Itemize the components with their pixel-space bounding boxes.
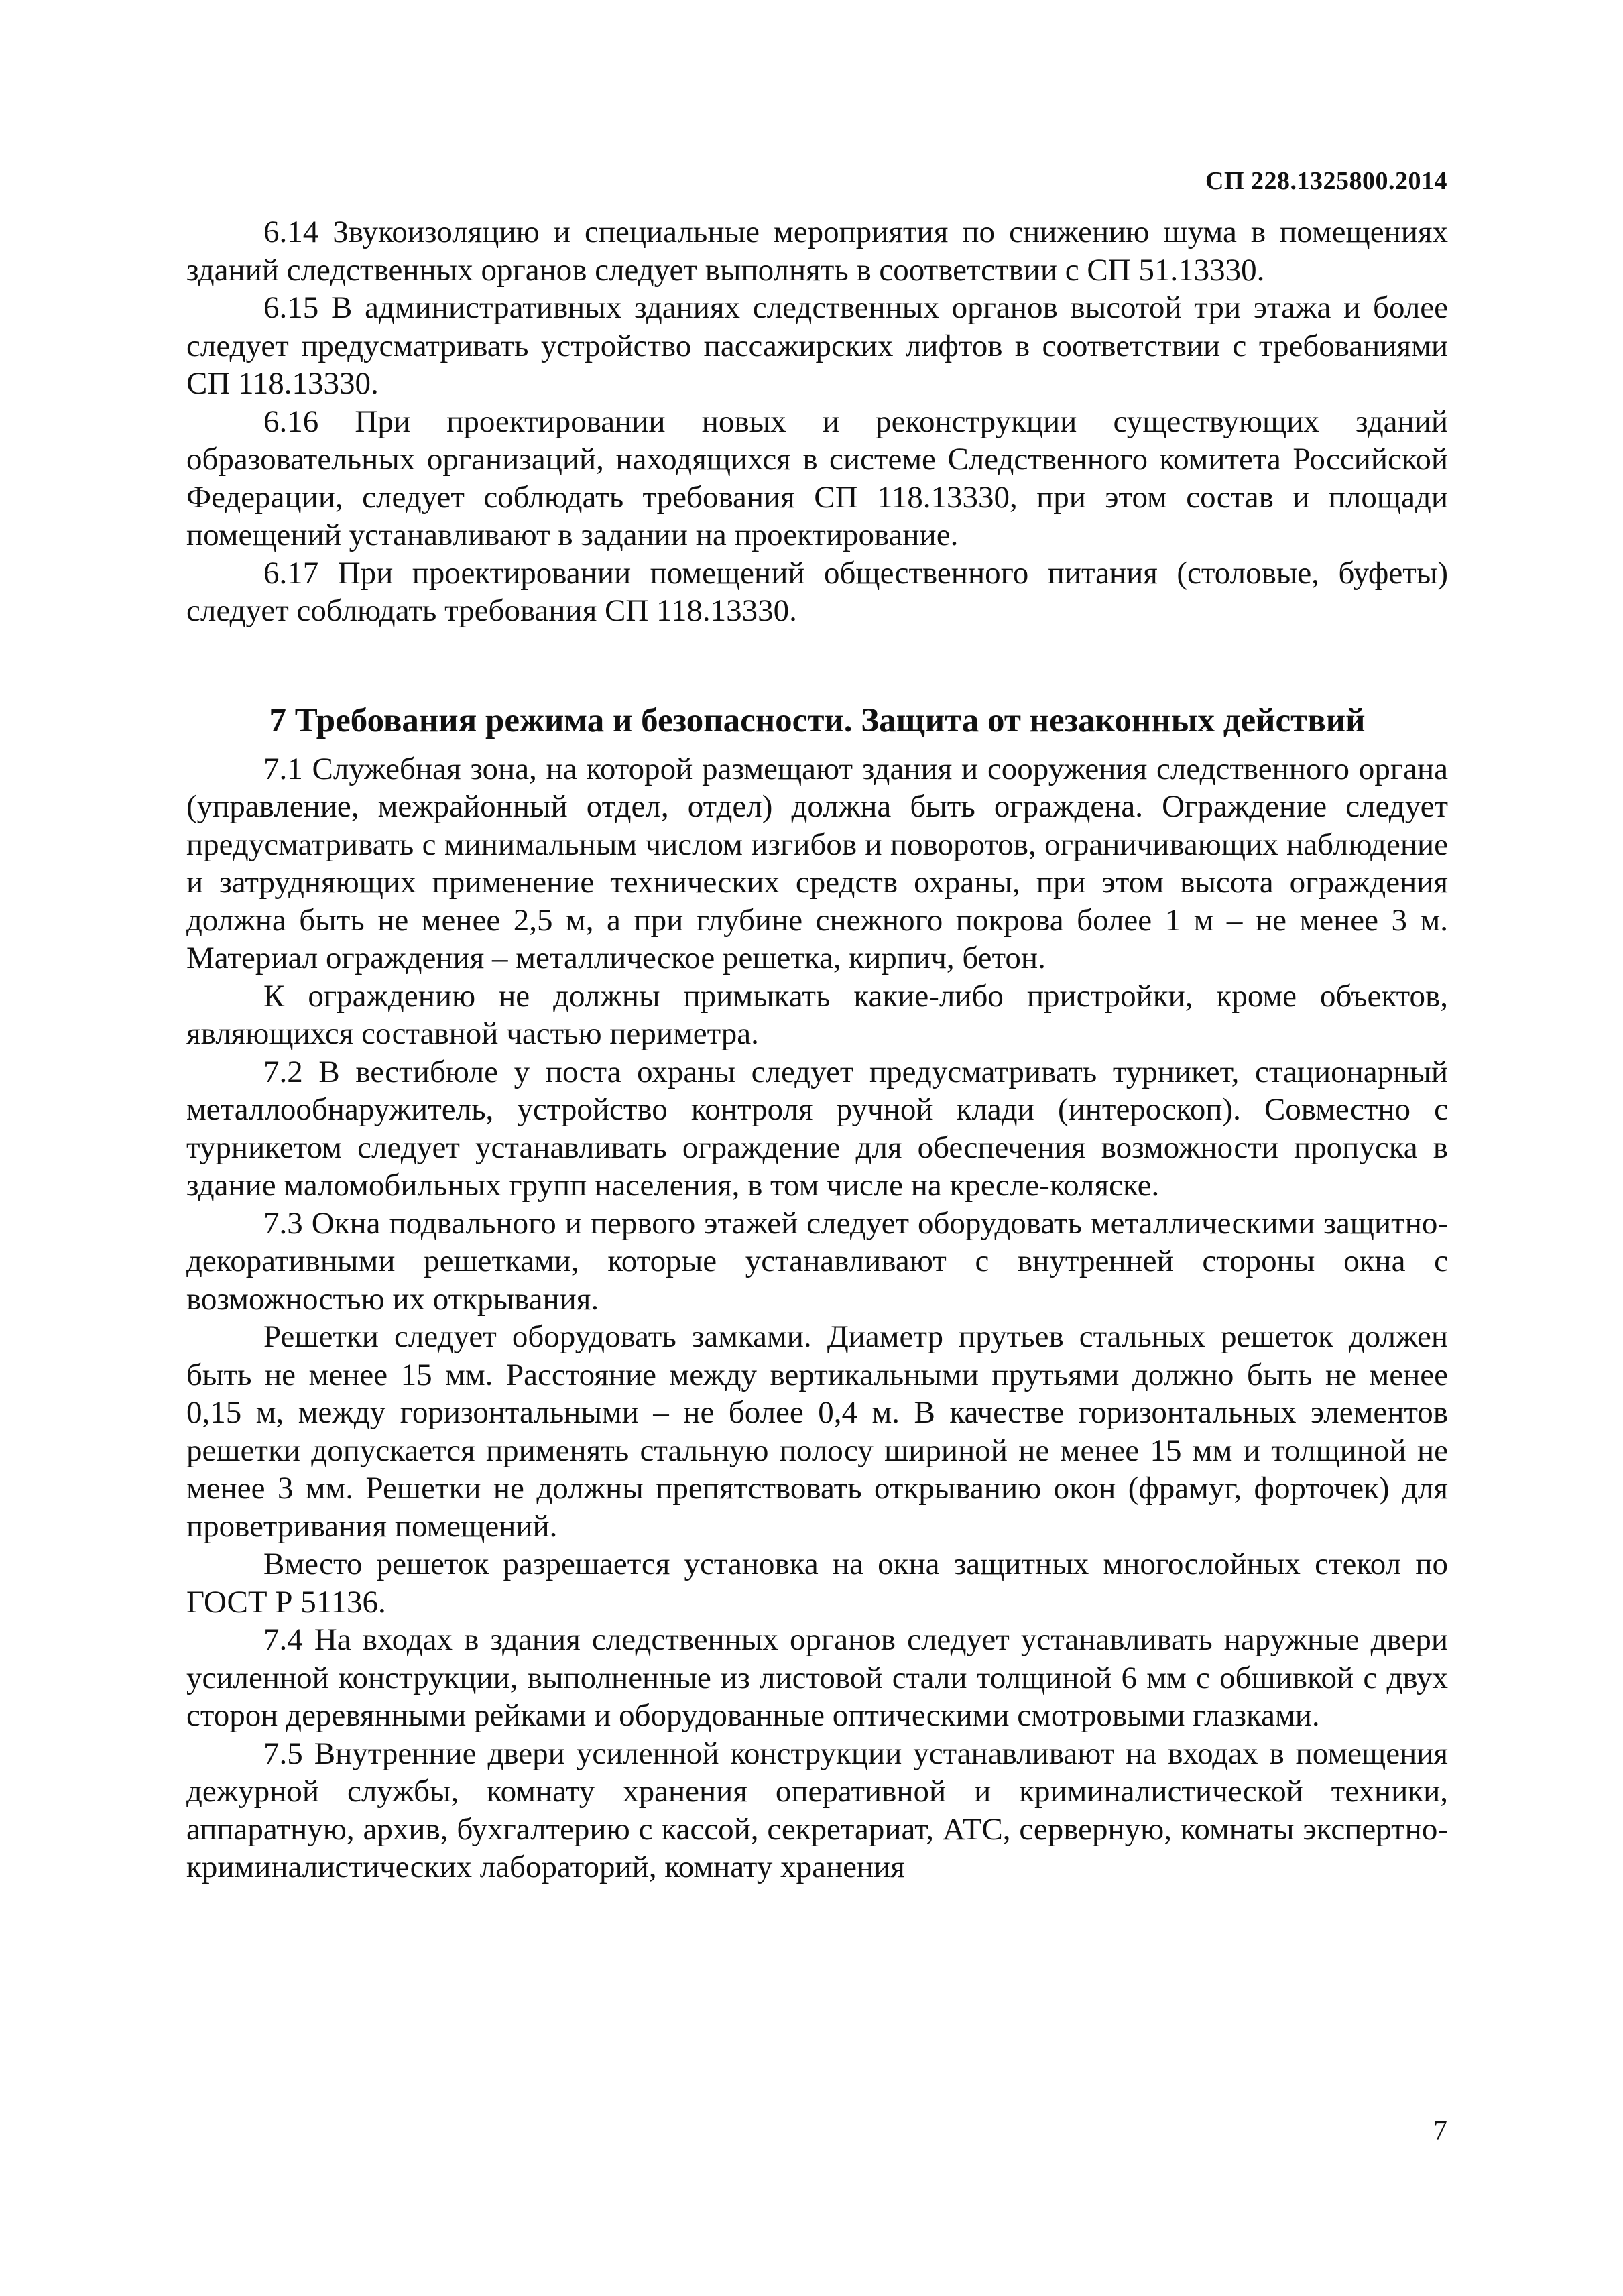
document-code: СП 228.1325800.2014 bbox=[1205, 167, 1447, 195]
paragraph-7-2: 7.2 В вестибюле у поста охраны следует предусматривать турникет, стационарный металлообнаружитель, устройство контроля ручной клади (интероскоп). Совместно с турникетом следует устанавливать ограждение для обеспечения возможности пропуска в здание маломобильных групп населения, в том числе на кресле-коляске. bbox=[186, 1054, 1448, 1203]
paragraph-6-16: 6.16 При проектировании новых и реконструкции существующих зданий образовательных организаций, находящихся в системе Следственного комитета Российской Федерации, следует соблюдать требования СП 118.13330, при этом состав и площади помещений устанавливают в задании на проектирование. bbox=[186, 404, 1448, 552]
paragraph-7-4: 7.4 На входах в здания следственных органов следует устанавливать наружные двери усиленной конструкции, выполненные из листовой стали толщиной 6 мм с обшивкой с двух сторон деревянными рейками и оборудованные оптическими смотровыми глазками. bbox=[186, 1622, 1448, 1733]
paragraph-6-14: 6.14 Звукоизоляцию и специальные мероприятия по снижению шума в помещениях зданий следственных органов следует выполнять в соответствии с СП 51.13330. bbox=[186, 215, 1448, 288]
paragraph-7-3: 7.3 Окна подвального и первого этажей следует оборудовать металлическими защитно-декоративными решетками, которые устанавливают с внутренней стороны окна с возможностью их открывания. bbox=[186, 1205, 1448, 1317]
paragraph-7-1-fence: К ограждению не должны примыкать какие-либо пристройки, кроме объектов, являющихся составной частью периметра. bbox=[186, 978, 1448, 1051]
paragraph-7-1: 7.1 Служебная зона, на которой размещают здания и сооружения следственного органа (управление, межрайонный отдел, отдел) должна быть ограждена. Ограждение следует предусматривать с минимальным числом изгибов и поворотов, ограничивающих наблюдение и затрудняющих применение технических средств охраны, при этом высота ограждения должна быть не менее 2,5 м, а при глубине снежного покрова более 1 м – не менее 3 м. Материал ограждения – металлическое решетка, кирпич, бетон. bbox=[186, 751, 1448, 975]
paragraph-6-17: 6.17 При проектировании помещений общественного питания (столовые, буфеты) следует соблюдать требования СП 118.13330. bbox=[186, 555, 1448, 628]
paragraph-7-3-grilles: Решетки следует оборудовать замками. Диаметр прутьев стальных решеток должен быть не менее 15 мм. Расстояние между вертикальными прутьями должно быть не менее 0,15 м, между горизонтальными – не более 0,4 м. В качестве горизонтальных элементов решетки допускается применять стальную полосу шириной не менее 15 мм и толщиной не менее 3 мм. Решетки не должны препятствовать открыванию окон (фрамуг, форточек) для проветривания помещений. bbox=[186, 1319, 1448, 1544]
paragraph-7-5: 7.5 Внутренние двери усиленной конструкции устанавливают на входах в помещения дежурной службы, комнату хранения оперативной и криминалистической техники, аппаратную, архив, бухгалтерию с кассой, секретариат, АТС, серверную, комнаты экспертно-криминалистических лабораторий, комнату хранения bbox=[186, 1736, 1448, 1884]
paragraph-7-3-glass: Вместо решеток разрешается установка на окна защитных многослойных стекол по ГОСТ Р 51136. bbox=[186, 1547, 1448, 1620]
page-number: 7 bbox=[1433, 2116, 1447, 2147]
page-content bbox=[186, 213, 1448, 1886]
section-7-heading: 7 Требования режима и безопасности. Защита от незаконных действий bbox=[269, 701, 1366, 739]
paragraph-6-15: 6.15 В административных зданиях следственных органов высотой три этажа и более следует предусматривать устройство пассажирских лифтов в соответствии с требованиями СП 118.13330. bbox=[186, 290, 1448, 401]
